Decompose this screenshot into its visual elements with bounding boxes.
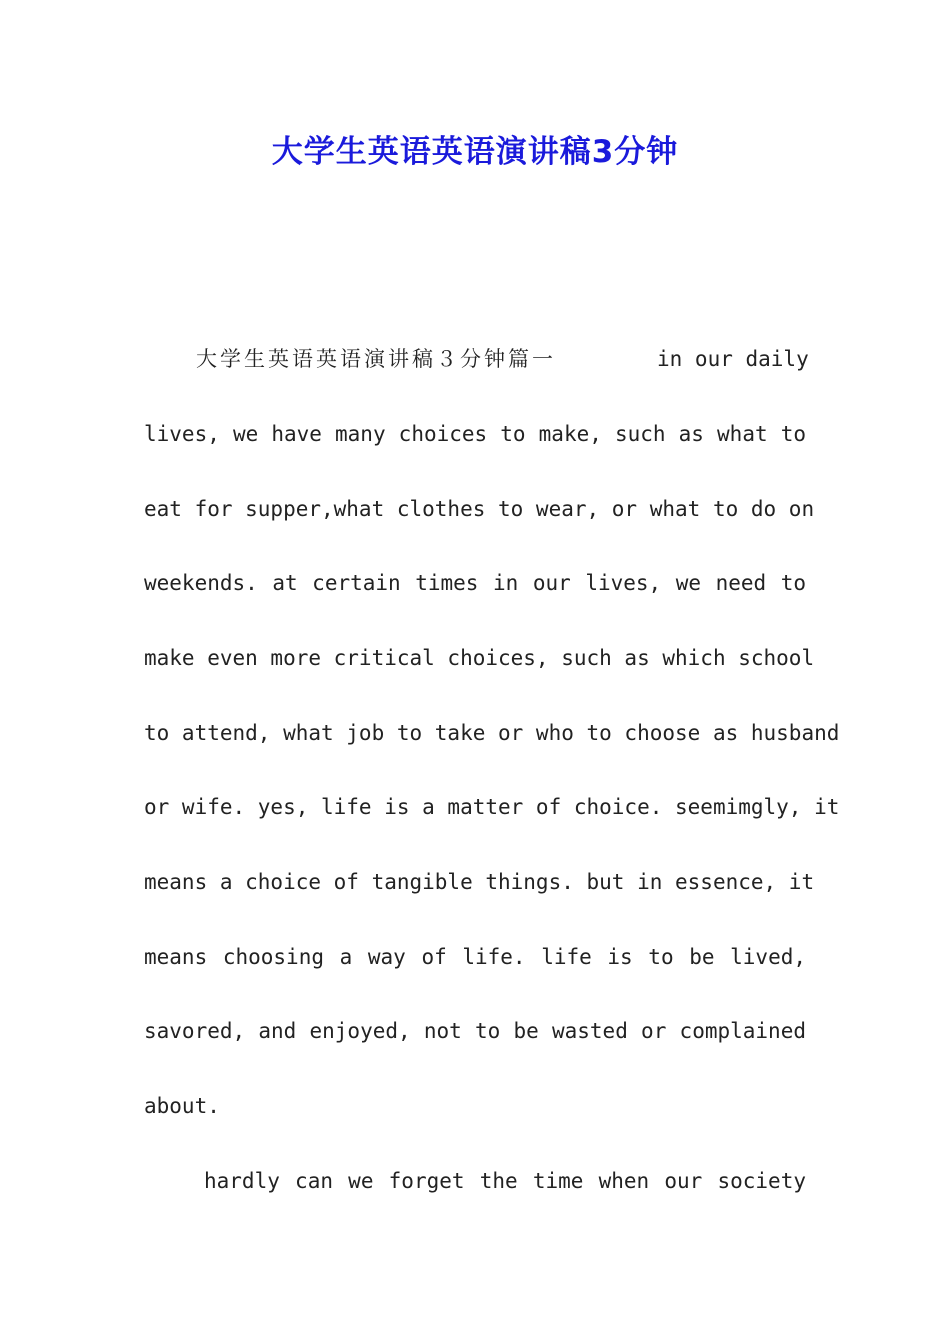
paragraph-line: to attend, what job to take or who to choose as husband (144, 721, 840, 745)
paragraph-line: means a choice of tangible things. but in essence, it (144, 870, 815, 894)
paragraph-line: weekends. at certain times in our lives, we need to (144, 571, 806, 595)
paragraph-line: make even more critical choices, such as which school (144, 646, 815, 670)
paragraph-line: lives, we have many choices to make, such as what to (144, 422, 806, 446)
paragraph-line: means choosing a way of life. life is to be lived, (144, 945, 806, 969)
document-title: 大学生英语英语演讲稿3分钟 (271, 134, 679, 170)
paragraph-line: savored, and enjoyed, not to be wasted or complained (144, 1019, 806, 1043)
paragraph-line: or wife. yes, life is a matter of choice. seemimgly, it (144, 795, 840, 819)
section-heading: 大学生英语英语演讲稿３分钟篇一 (196, 347, 556, 371)
paragraph-line: in our daily (657, 347, 809, 371)
paragraph-line: eat for supper,what clothes to wear, or what to do on (144, 497, 815, 521)
paragraph-line: hardly can we forget the time when our society (204, 1169, 806, 1193)
paragraph-line: about. (144, 1094, 220, 1118)
